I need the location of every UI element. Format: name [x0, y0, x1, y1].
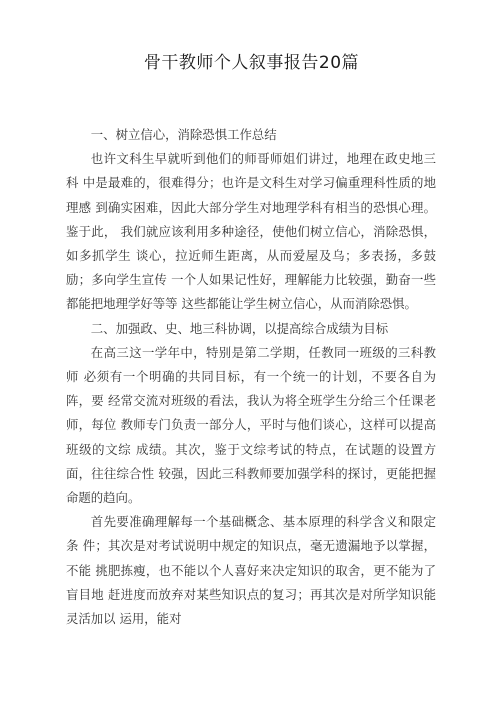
paragraph-1: 也许文科生早就听到他们的师哥师姐们讲过，地理在政史地三科 中是最难的，很难得分；也许是文科生对学习偏重理科性质的地理感 到确实困难，因此大部分学生对地理学科有相当的恐惧心理。鉴于此， 我们就应该利用多种途径，使他们树立信心，消除恐惧，如多抓学生 谈心，拉近师生距离，从而爱屋及乌；多表扬，多鼓励；多向学生宣传 一个人如果记性好，理解能力比较强，勤奋一些都能把地理学好等等 这些都能让学生树立信心，从而消除恐惧。: [66, 151, 436, 312]
paragraph-2: 在高三这一学年中，特别是第二学期，任教同一班级的三科教师 必须有一个明确的共同目标，有一个统一的计划，不要各自为阵，要 经常交流对班级的看法，我认为将全班学生分给三个任课老师，每位 教师专门负责一部分人，平时与他们谈心，这样可以提高班级的文综 成绩。其次，鉴于文综考试的特点，在试题的设置方面，往往综合性 较强，因此三科教师要加强学科的探讨，更能把握命题的趋向。: [66, 344, 436, 506]
section-heading-2: 二、加强政、史、地三科协调，以提高综合成绩为目标: [90, 320, 389, 336]
page-title: 骨干教师个人叙事报告20篇: [143, 53, 360, 73]
section-heading-1: 一、树立信心，消除恐惧工作总结: [90, 127, 277, 142]
paragraph-3: 首先要准确理解每一个基础概念、基本原理的科学含义和限定条 件；其次是对考试说明中规定的知识点，毫无遗漏地予以掌握，不能 挑肥拣瘦，也不能以个人喜好来决定知识的取舍，更不能为了盲目地 赶进度而放弃对某些知识点的复习；再其次是对所学知识能灵活加以 运用，能对: [66, 514, 436, 627]
document-body: [66, 123, 436, 631]
